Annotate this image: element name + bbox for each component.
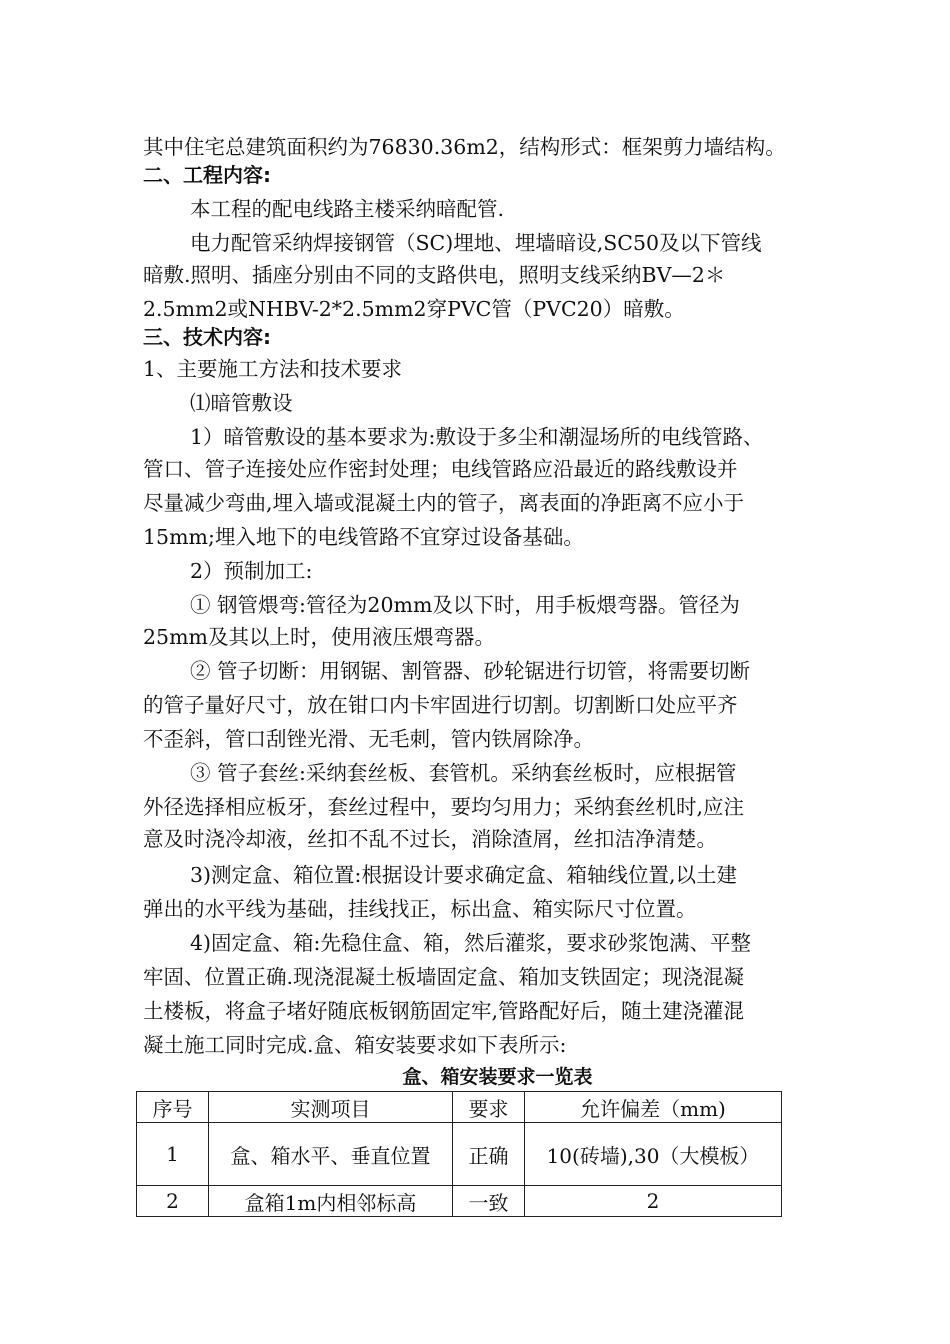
paragraph-line: 外径选择相应板牙，套丝过程中，要均匀用力；采纳套丝机时,应注: [143, 795, 745, 819]
table-row: [137, 1186, 782, 1217]
section-heading-technical: 三、技术内容:: [143, 325, 271, 349]
table-cell: 盒箱1m内相邻标高: [209, 1186, 453, 1217]
paragraph-line: 不歪斜，管口刮锉光滑、无毛刺，管内铁屑除净。: [143, 727, 594, 751]
paragraph-line: 牢固、位置正确.现浇混凝土板墙固定盒、箱加支铁固定；现浇混凝: [143, 965, 745, 989]
table-cell: 2: [137, 1186, 209, 1217]
paragraph-line: 2.5mm2或NHBV-2*2.5mm2穿PVC管（PVC20）暗敷。: [143, 297, 685, 321]
paragraph-line: 凝土施工同时完成.盒、箱安装要求如下表所示:: [143, 1033, 567, 1057]
paragraph-line: 的管子量好尺寸，放在钳口内卡牢固进行切割。切割断口处应平齐: [143, 693, 738, 717]
paragraph-line: 土楼板，将盒子堵好随底板钢筋固定牢,管路配好后，随土建浇灌混: [143, 999, 745, 1023]
paragraph-line: 25mm及其以上时，使用液压煨弯器。: [143, 625, 495, 649]
paragraph-line: 1）暗管敷设的基本要求为:敷设于多尘和潮湿场所的电线管路、: [190, 425, 764, 449]
paragraph-line: 电力配管采纳焊接钢管（SC)埋地、埋墙暗设,SC50及以下管线: [190, 231, 762, 255]
paragraph-line: 弹出的水平线为基础，挂线找正，标出盒、箱实际尺寸位置。: [143, 897, 697, 921]
paragraph-line: 15mm;埋入地下的电线管路不宜穿过设备基础。: [143, 525, 584, 549]
paragraph-line: 2）预制加工:: [190, 559, 313, 583]
table-cell: 1: [137, 1123, 209, 1186]
table-cell: 2: [525, 1186, 782, 1217]
subsection-heading: 1、主要施工方法和技术要求: [143, 357, 403, 381]
paragraph-line: 管口、管子连接处应作密封处理；电线管路应沿最近的路线敷设并: [143, 457, 738, 481]
item-heading: ⑴暗管敷设: [190, 391, 293, 415]
paragraph-line: 暗敷.照明、插座分别由不同的支路供电，照明支线采纳BV—2＊: [143, 263, 726, 287]
paragraph-line: 意及时浇冷却液，丝扣不乱不过长，消除渣屑，丝扣洁净清楚。: [143, 827, 717, 851]
paragraph-line: 4)固定盒、箱:先稳住盒、箱，然后灌浆，要求砂浆饱满、平整: [190, 931, 751, 955]
paragraph-line: 3)测定盒、箱位置:根据设计要求确定盒、箱轴线位置,以土建: [190, 863, 737, 887]
table-header-row: [137, 1092, 782, 1123]
paragraph-line: ① 钢管煨弯:管径为20mm及以下时，用手板煨弯器。管径为: [190, 593, 740, 617]
paragraph-line: 尽量减少弯曲,埋入墙或混凝土内的管子，离表面的净距离不应小于: [143, 491, 745, 515]
table-cell: 一致: [453, 1186, 525, 1217]
table-caption: 盒、箱安装要求一览表: [402, 1066, 593, 1088]
table-cell: 正确: [453, 1123, 525, 1186]
paragraph-line: ③ 管子套丝:采纳套丝板、套管机。采纳套丝板时，应根据管: [190, 761, 737, 785]
table-cell: 10(砖墙),30（大模板）: [525, 1123, 782, 1186]
header-cell: 实测项目: [209, 1092, 453, 1123]
table-cell: 盒、箱水平、垂直位置: [209, 1123, 453, 1186]
paragraph-line: ② 管子切断：用钢锯、割管器、砂轮锯进行切管，将需要切断: [190, 659, 751, 683]
section-heading-content: 二、工程内容:: [143, 163, 271, 187]
header-cell: 要求: [453, 1092, 525, 1123]
table-row: [137, 1123, 782, 1186]
requirements-table: [136, 1091, 782, 1217]
header-cell: 允许偏差（mm): [525, 1092, 782, 1123]
paragraph-line: 本工程的配电线路主楼采纳暗配管.: [190, 197, 505, 221]
header-cell: 序号: [137, 1092, 209, 1123]
paragraph-line: 其中住宅总建筑面积约为76830.36m2，结构形式：框架剪力墙结构。: [143, 135, 786, 159]
